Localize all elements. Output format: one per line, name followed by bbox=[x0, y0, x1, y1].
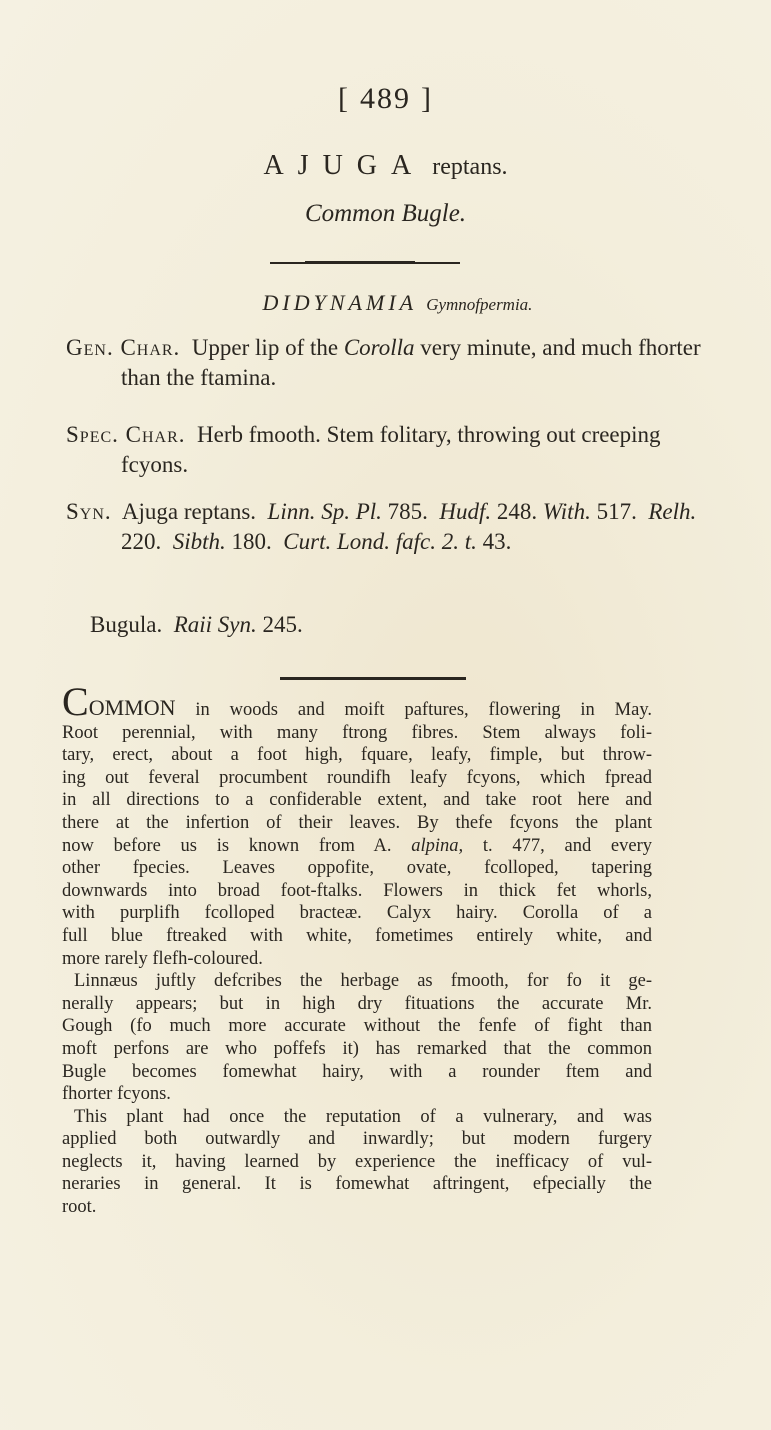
text-line: more rarely flefh-coloured. bbox=[62, 948, 263, 969]
text-line: moft perfons are who poffefs it) has remarked that the common bbox=[62, 1038, 652, 1059]
text-line: there at the infertion of their leaves. By thefe fcyons the plant bbox=[62, 812, 652, 833]
bugula-name: Bugula. bbox=[90, 612, 163, 637]
syn-ref-page: 180. bbox=[231, 529, 272, 554]
text-line bbox=[62, 679, 652, 724]
text-line: nerally appears; but in high dry fituations the accurate Mr. bbox=[62, 993, 652, 1014]
class-name: DIDYNAMIA bbox=[262, 290, 417, 315]
order-name: Gymnofpermia. bbox=[426, 295, 533, 314]
syn-label: Syn. bbox=[66, 499, 112, 524]
text-line: This plant had once the reputation of a vulnerary, and was bbox=[74, 1106, 652, 1127]
section-rule bbox=[280, 677, 466, 680]
text-line: neraries in general. It is fomewhat aftringent, efpecially the bbox=[62, 1174, 652, 1195]
text-line: tary, erect, about a foot high, fquare, leafy, fimple, but throw- bbox=[62, 745, 652, 766]
bugula-ref: Raii Syn. bbox=[173, 612, 257, 637]
specific-character bbox=[66, 420, 721, 480]
gen-char-term: Corolla bbox=[343, 335, 415, 360]
bugula-page: 245. bbox=[262, 612, 303, 637]
text-line: ing out feveral procumbent roundifh leafy fcyons, which fpread bbox=[62, 767, 652, 788]
page-number-value: 489 bbox=[360, 82, 411, 115]
species-title bbox=[0, 150, 771, 182]
syn-ref-author: Linn. Sp. Pl. bbox=[267, 499, 382, 524]
gen-char-text-rest: very minute, and much fhorter than the ftamina. bbox=[121, 335, 701, 390]
syn-ref-author: Hudf. bbox=[439, 499, 492, 524]
text-line: with purplifh fcolloped bracteæ. Calyx hairy. Corolla of a bbox=[62, 903, 652, 924]
syn-ref-author: Relh. bbox=[648, 499, 697, 524]
syn-ref-page: 220. bbox=[121, 529, 162, 554]
gen-char-text: Upper lip of the bbox=[191, 335, 339, 360]
text-line: in all directions to a confiderable extent, and take root here and bbox=[62, 790, 652, 811]
spec-char-label: Spec. Char. bbox=[66, 422, 186, 447]
description-paragraph-2 bbox=[62, 970, 652, 1106]
drop-cap: C bbox=[62, 679, 89, 724]
description-paragraph-1 bbox=[62, 679, 653, 970]
spec-char-text: Herb fmooth. Stem folitary, throwing out creeping fcyons. bbox=[121, 422, 661, 477]
text-line: other fpecies. Leaves oppofite, ovate, fcolloped, tapering bbox=[62, 858, 652, 879]
text-line: neglects it, having learned by experience the inefficacy of vul- bbox=[62, 1151, 652, 1172]
species-epithet: reptans. bbox=[432, 154, 508, 180]
text-line: root. bbox=[62, 1197, 97, 1218]
description-body bbox=[62, 679, 653, 1219]
text-line-content: now before us is known from A. bbox=[62, 835, 392, 856]
syn-ref-author: Curt. Lond. fafc. 2. t. bbox=[283, 529, 477, 554]
alpina-term: alpina, bbox=[411, 835, 464, 856]
first-word: OMMON bbox=[88, 695, 176, 720]
syn-ref-page: 43. bbox=[482, 529, 512, 554]
syn-name: Ajuga reptans. bbox=[121, 499, 257, 524]
text-line: Linnæus juftly defcribes the herbage as fmooth, for fo it ge- bbox=[74, 971, 652, 992]
syn-ref-author: With. bbox=[542, 499, 591, 524]
text-line: fhorter fcyons. bbox=[62, 1084, 171, 1105]
text-line bbox=[62, 835, 652, 858]
text-line: applied both outwardly and inwardly; but modern furgery bbox=[62, 1129, 652, 1150]
text-line: Gough (fo much more accurate without the fenfe of fight than bbox=[62, 1016, 652, 1037]
text-line: downwards into broad foot-ftalks. Flowers in thick fet whorls, bbox=[62, 880, 652, 901]
text-line-content: in woods and moift paftures, flowering in May. bbox=[195, 700, 652, 720]
syn-ref-page: 785. bbox=[387, 499, 428, 524]
ornamental-rule-center bbox=[305, 261, 415, 264]
syn-ref-author: Sibth. bbox=[172, 529, 226, 554]
gen-char-label: Gen. Char. bbox=[66, 335, 181, 360]
page-number bbox=[0, 82, 771, 116]
linnaean-classification bbox=[0, 290, 771, 316]
generic-character bbox=[66, 333, 721, 393]
text-line: full blue ftreaked with white, fometimes entirely white, and bbox=[62, 925, 652, 946]
text-line: Root perennial, with many ftrong fibres. Stem always foli- bbox=[62, 722, 652, 743]
genus-name: AJUGA bbox=[263, 150, 426, 181]
bracket-close: ] bbox=[421, 82, 433, 115]
synonym-bugula bbox=[90, 610, 690, 640]
common-name: Common Bugle. bbox=[304, 200, 467, 227]
text-line: Bugle becomes fomewhat hairy, with a rounder ftem and bbox=[62, 1061, 652, 1082]
description-paragraph-3 bbox=[62, 1106, 652, 1219]
syn-ref-page: 517. bbox=[596, 499, 637, 524]
synonymy bbox=[66, 497, 721, 557]
syn-ref-page: 248. bbox=[496, 499, 538, 524]
text-line-content: t. 477, and every bbox=[482, 835, 653, 856]
bracket-open: [ bbox=[338, 82, 350, 115]
